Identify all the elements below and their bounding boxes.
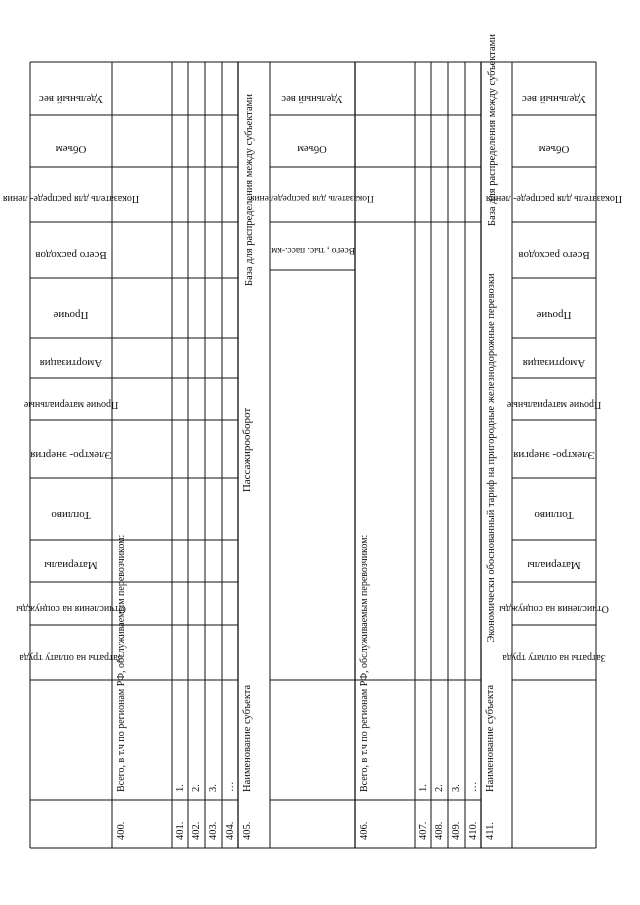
hdr-social-1: Отчисления на соцнужды [16, 603, 126, 614]
hdr-other-1: Прочие [53, 309, 89, 321]
row-403-num: 403. [208, 821, 219, 840]
sub1-volume: Объем [297, 143, 327, 154]
hdr-electro-1: Электро- энергия [30, 449, 112, 461]
row-400-label: Всего, в т.ч по регионам РФ, обслуживаемым перевозчиком: [116, 534, 127, 792]
hdr-weight-1: Удельный вес [38, 93, 104, 105]
row-406-num: 406. [359, 821, 370, 840]
row-402-label: 2. [191, 784, 202, 792]
hdr-othermat-2: Прочие материальные [506, 399, 602, 410]
row-400-num: 400. [116, 821, 127, 840]
row-404-label: … [225, 781, 236, 792]
hdr-indicator-1: Показатель для распреде- ления [2, 193, 140, 204]
row-404-num: 404. [225, 821, 236, 840]
section2-rows [359, 535, 496, 840]
row-408-label: 2. [434, 784, 445, 792]
section1-rows [116, 535, 253, 840]
hdr-othermat-1: Прочие материальные [23, 399, 119, 410]
hdr-materials-1: Материалы [44, 559, 98, 571]
hdr-volume-1: Объем [55, 143, 87, 155]
hdr-other-2: Прочие [536, 309, 572, 321]
hdr-electro-2: Электро- энергия [513, 449, 595, 461]
row-401-label: 1. [175, 784, 186, 792]
hdr-total-1: Всего расходов [35, 249, 107, 261]
row-405-label: Наименование субъекта [242, 684, 253, 792]
hdr-fuel-1: Топливо [51, 509, 91, 521]
row-407-label: 1. [418, 784, 429, 792]
row-409-label: 3. [451, 784, 462, 792]
sub1-indicator: Показатель для распределения [250, 193, 374, 203]
hdr-labor-1: Затраты на оплату труда [19, 652, 123, 663]
row-411-num: 411. [485, 822, 496, 840]
row-403-label: 3. [208, 784, 219, 792]
row-408-num: 408. [434, 821, 445, 840]
hdr-weight-2: Удельный вес [521, 93, 587, 105]
hdr-indicator-2: Показатель для распреде- ления [485, 193, 623, 204]
hdr-materials-2: Материалы [527, 559, 581, 571]
row-405-num: 405. [242, 821, 253, 840]
row-410-label: … [468, 781, 479, 792]
hdr-volume-2: Объем [538, 143, 570, 155]
row-411-label: Наименование субъекта [485, 684, 496, 792]
row-401-num: 401. [175, 821, 186, 840]
row-406-label: Всего, в т.ч по регионам РФ, обслуживаемым перевозчиком: [359, 534, 370, 792]
hdr-amort-1: Амортизация [39, 357, 103, 369]
row-402-num: 402. [191, 821, 202, 840]
hdr-amort-2: Амортизация [522, 357, 586, 369]
hdr-labor-2: Затраты на оплату труда [502, 652, 606, 663]
hdr-total-2: Всего расходов [518, 249, 590, 261]
row-409-num: 409. [451, 821, 462, 840]
hdr-social-2: Отчисления на соцнужды [499, 603, 609, 614]
hdr-fuel-2: Топливо [534, 509, 574, 521]
row-407-num: 407. [418, 821, 429, 840]
section1-base-title: База для распределения между субъектами [244, 94, 255, 286]
section1-band-title: Пассажирооборот [241, 407, 253, 493]
section2-base-title: База для распределения между субъектами [487, 34, 498, 226]
table-grid [30, 62, 596, 848]
sub1-total: Всего , тыс. пасс.-км. [268, 245, 356, 255]
row-410-num: 410. [468, 821, 479, 840]
section2-band-title: Экономически обоснованный тариф на пригородные железнодорожные перевозки [486, 273, 497, 643]
sub1-weight: Удельный вес [281, 93, 343, 104]
